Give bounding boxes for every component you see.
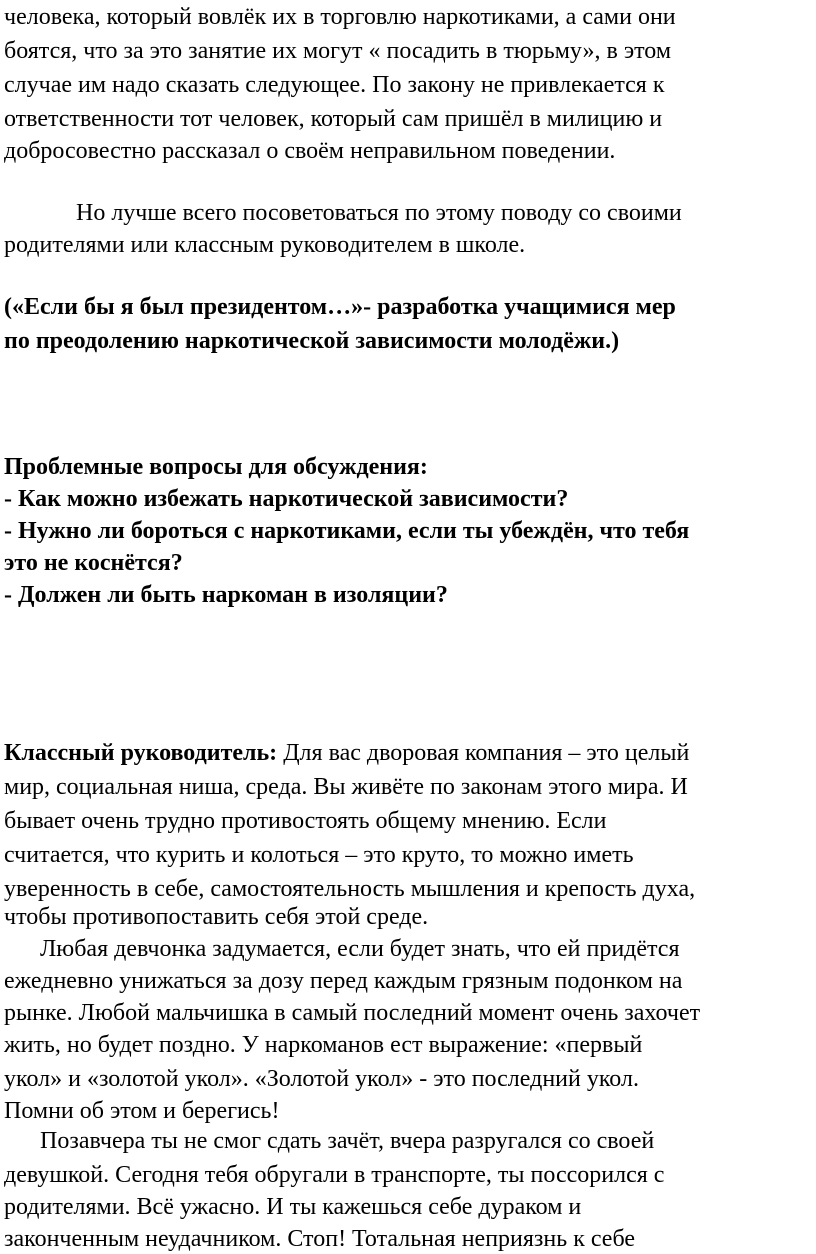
intro-line: боятся, что за это занятие их могут « посадить в тюрьму», в этом bbox=[4, 38, 672, 64]
president-heading-line: по преодолению наркотической зависимости молодёжи.) bbox=[4, 328, 620, 354]
girl-line: Любая девчонка задумается, если будет знать, что ей придётся bbox=[40, 936, 680, 962]
girl-line: укол» и «золотой укол». «Золотой укол» - это последний укол. bbox=[4, 1066, 639, 1092]
president-heading-line: («Если бы я был президентом…»- разработка учащимися мер bbox=[4, 294, 676, 320]
teacher-line: бывает очень трудно противостоять общему мнению. Если bbox=[4, 808, 607, 834]
question-line: - Нужно ли бороться с наркотиками, если ты убеждён, что тебя bbox=[4, 518, 690, 544]
intro-line: ответственности тот человек, который сам пришёл в милицию и bbox=[4, 106, 663, 132]
teacher-line: уверенность в себе, самостоятельность мышления и крепость духа, bbox=[4, 876, 696, 902]
girl-line: рынке. Любой мальчишка в самый последний момент очень захочет bbox=[4, 1000, 701, 1026]
girl-line: жить, но будет поздно. У наркоманов ест выражение: «первый bbox=[4, 1032, 643, 1058]
question-line: - Как можно избежать наркотической зависимости? bbox=[4, 486, 569, 512]
intro-line: случае им надо сказать следующее. По закону не привлекается к bbox=[4, 72, 665, 98]
teacher-first-line-text: Для вас дворовая компания – это целый bbox=[277, 740, 690, 766]
girl-line: Помни об этом и берегись! bbox=[4, 1098, 280, 1124]
teacher-line: считается, что курить и колоться – это круто, то можно иметь bbox=[4, 842, 634, 868]
question-line: это не коснётся? bbox=[4, 550, 183, 576]
advice-line: Но лучше всего посоветоваться по этому поводу со своими bbox=[76, 200, 682, 226]
teacher-line: мир, социальная ниша, среда. Вы живёте по законам этого мира. И bbox=[4, 774, 688, 800]
intro-line: добросовестно рассказал о своём неправильном поведении. bbox=[4, 138, 616, 164]
exam-line: законченным неудачником. Стоп! Тотальная неприязнь к себе bbox=[4, 1226, 635, 1252]
intro-line: человека, который вовлёк их в торговлю наркотиками, а сами они bbox=[4, 4, 676, 30]
girl-line: ежедневно унижаться за дозу перед каждым грязным подонком на bbox=[4, 968, 683, 994]
question-line: - Должен ли быть наркоман в изоляции? bbox=[4, 582, 448, 608]
exam-line: Позавчера ты не смог сдать зачёт, вчера разругался со своей bbox=[40, 1128, 655, 1154]
exam-line: девушкой. Сегодня тебя обругали в транспорте, ты поссорился с bbox=[4, 1162, 665, 1188]
teacher-line: чтобы противопоставить себя этой среде. bbox=[4, 904, 429, 930]
teacher-first-line bbox=[4, 738, 689, 768]
exam-line: родителями. Всё ужасно. И ты кажешься себе дураком и bbox=[4, 1194, 582, 1220]
questions-heading: Проблемные вопросы для обсуждения: bbox=[4, 454, 428, 480]
advice-line: родителями или классным руководителем в школе. bbox=[4, 232, 526, 258]
teacher-label: Классный руководитель: bbox=[4, 740, 278, 766]
